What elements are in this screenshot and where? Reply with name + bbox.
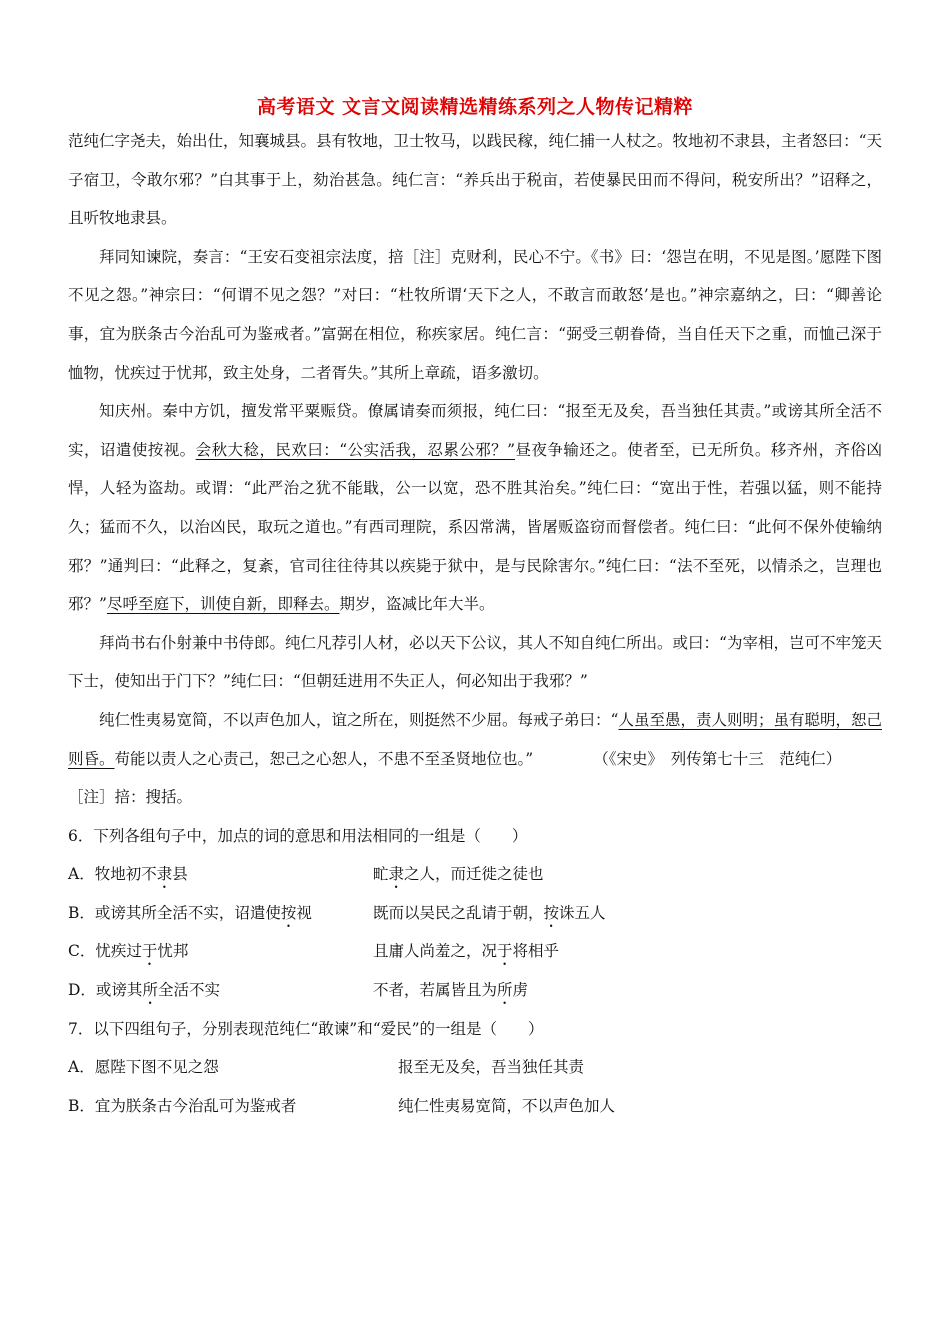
question-6-stem: 6．下列各组句子中，加点的词的意思和用法相同的一组是（ ） [68, 826, 528, 845]
passage-text: 知庆州。秦中方饥，擅发常平粟赈贷。僚属请奏而须报，纯仁曰：“报至无及矣，吾当独任其责。”或谤其所全活不实，诏遣使按视。 [68, 402, 882, 459]
passage-paragraph-4: 拜尚书右仆射兼中书侍郎。纯仁凡荐引人材，必以天下公议，其人不知自纯仁所出。或曰：“为宰相，岂可不牢笼天下士，使知出于门下？”纯仁曰：“但朝廷进用不失正人，何必知出于我邪？” [68, 633, 882, 691]
underlined-sentence: 会秋大稔，民欢曰：“公实活我，忍累公邪？” [195, 440, 516, 459]
question-7-stem: 7．以下四组句子，分别表现范纯仁“敢谏”和“爱民”的一组是（ ） [68, 1019, 544, 1038]
option-text: 诛五人 [559, 903, 606, 922]
option-text: D．或谤其 [68, 981, 143, 1000]
option-text: C．忧疾过 [68, 942, 142, 961]
dotted-word: 所 [497, 981, 513, 1000]
option-text: A．愿陛下图不见之怨 [68, 1058, 219, 1077]
option-text: 将相乎 [512, 942, 560, 961]
question-6-option-d [68, 971, 882, 1010]
passage-paragraph-2: 拜同知谏院，奏言：“王安石变祖宗法度，掊［注］克财利，民心不宁。《书》曰：‘怨岂在明，不见是图。’愿陛下图不见之怨。”神宗曰：“何谓不见之怨？”对曰：“杜牧所谓‘天下之人，不敢言而敢怒’是也。”神宗嘉纳之，曰：“卿善论事，宜为朕条古今治乱可为鉴戒者。”富弼在相位，称疾家居。纯仁言：“弼受三朝眷倚，当自任天下之重，而恤己深于恤物，忧疾过于忧邦，致主处身，二者胥失。”其所上章疏，语多激切。 [68, 247, 882, 382]
dotted-word: 按 [543, 903, 560, 922]
option-text: 虏 [512, 981, 529, 1000]
question-7-option-b [68, 1087, 882, 1126]
option-text: 甿 [373, 865, 389, 884]
passage-text: 纯仁性夷易宽简，不以声色加人，谊之所在，则挺然不少屈。每戒子弟曰：“ [99, 710, 619, 729]
option-text: 县 [172, 865, 188, 884]
dotted-word: 于 [497, 942, 513, 961]
passage-paragraph-1: 范纯仁字尧夫，始出仕，知襄城县。县有牧地，卫士牧马，以践民稼，纯仁捕一人杖之。牧地初不隶县，主者怒曰：“天子宿卫，令敢尔邪？”白其事于上，劾治甚急。纯仁言：“养兵出于税亩，若使暴民田而不得问，税安所出？”诏释之，且听牧地隶县。 [68, 132, 882, 228]
passage-text: 苟能以责人之心责己，恕己之心恕人，不患不至圣贤地位也。” [114, 749, 534, 768]
passage-paragraph-5 [68, 701, 882, 778]
dotted-word: 于 [141, 942, 158, 961]
option-text: 忧邦 [157, 942, 189, 961]
annotation-note: ［注］掊：搜括。 [68, 788, 193, 807]
option-text: 报至无及矣，吾当独任其责 [398, 1058, 585, 1077]
option-text: 之人，而迁徙之徒也 [404, 865, 544, 884]
document-title: 高考语文 文言文阅读精选精练系列之人物传记精粹 [256, 96, 694, 118]
passage-text: 昼夜争输还之。使者至，已无所负。移齐州，齐俗凶悍，人轻为盗劫。或谓：“此严治之犹不能戢，公一以宽，恐不胜其治矣。”纯仁曰：“宽出于性，若强以猛，则不能持久；猛而不久，以治凶民，取玩之道也。”有西司理院，系囚常满，皆屠贩盗窃而督偿者。纯仁曰：“此何不保外使输纳邪？”通判曰：“此释之，复紊，官司往往待其以疾毙于狱中，是与民除害尔。”纯仁曰：“法不至死，以情杀之，岂理也邪？” [68, 440, 882, 614]
option-text: B．或谤其所全活不实，诏遣使 [68, 903, 281, 922]
underlined-sentence: 尽呼至庭下，训使自新，即释去。 [106, 595, 340, 614]
document-page [68, 94, 882, 1125]
option-text: 不者，若属皆且为 [373, 981, 498, 1000]
question-6-option-b [68, 894, 882, 933]
option-text: 既而以吴民之乱请于朝， [373, 903, 544, 922]
option-text: A．牧地初不 [68, 865, 157, 884]
dotted-word: 隶 [156, 865, 173, 884]
option-text: 视 [296, 903, 312, 922]
passage-text: 期岁，盗减比年大半。 [339, 595, 495, 614]
dotted-word: 按 [280, 903, 297, 922]
passage-source: （《宋史》 列传第七十三 范纯仁） [593, 749, 842, 768]
option-text: 且庸人尚羞之，况 [373, 942, 498, 961]
passage-paragraph-3 [68, 392, 882, 624]
underlined-sentence: 人虽至愚，责人则明；虽有聪明，恕己则昏。 [68, 710, 882, 768]
question-7-option-a [68, 1048, 882, 1087]
option-text: 纯仁性夷易宽简，不以声色加人 [398, 1096, 616, 1115]
question-6-option-c [68, 932, 882, 971]
question-6-option-a [68, 855, 882, 894]
option-text: 全活不实 [157, 981, 220, 1000]
dotted-word: 隶 [388, 865, 405, 884]
dotted-word: 所 [142, 981, 158, 1000]
option-text: B．宜为朕条古今治乱可为鉴戒者 [68, 1096, 297, 1115]
